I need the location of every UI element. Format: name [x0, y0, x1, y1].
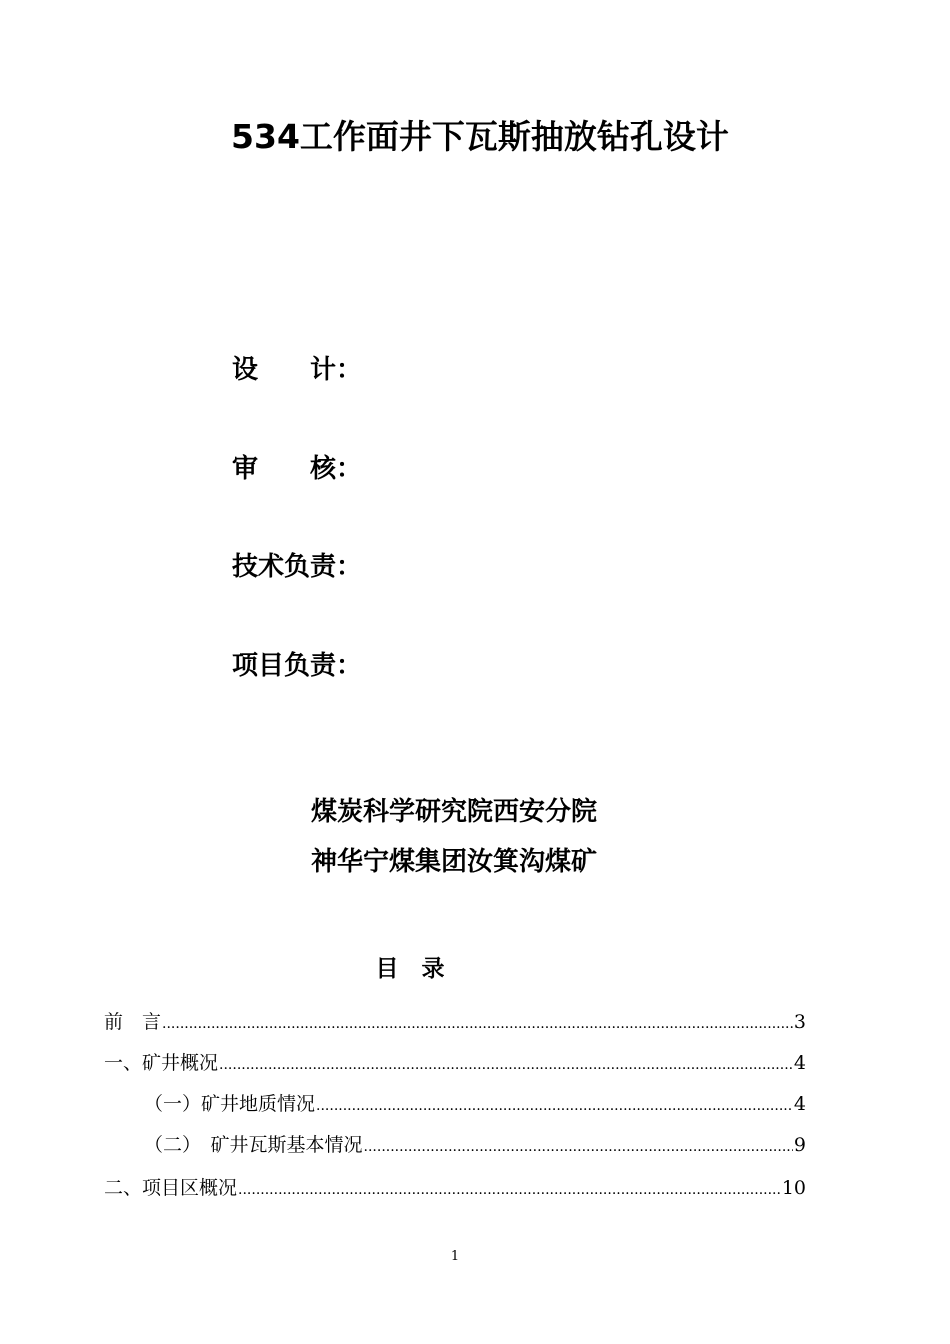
organization-1: 煤炭科学研究院西安分院: [310, 797, 597, 827]
toc-entry-label: （二） 矿井瓦斯基本情况: [144, 1134, 363, 1156]
toc-entry[interactable]: [104, 1008, 806, 1036]
toc-heading: 目 录: [375, 956, 445, 982]
toc-leader-dots: [162, 1010, 793, 1038]
toc-entry-page: 3: [793, 1011, 806, 1033]
toc-entry[interactable]: [104, 1049, 806, 1077]
design-field-label: 设 计：: [232, 355, 363, 385]
toc-entry[interactable]: [144, 1090, 806, 1118]
technical-lead-field-label: 技术负责：: [232, 552, 363, 582]
organization-2: 神华宁煤集团汝箕沟煤矿: [310, 847, 597, 877]
project-lead-field-label: 项目负责：: [232, 651, 363, 681]
toc-entry-page: 4: [793, 1052, 806, 1074]
toc-entry-page: 10: [781, 1177, 806, 1199]
page-number: 1: [450, 1249, 460, 1264]
toc-leader-dots: [238, 1176, 781, 1204]
toc-entry[interactable]: [144, 1131, 806, 1159]
toc-entry-label: 二、项目区概况: [104, 1177, 238, 1199]
toc-entry-page: 9: [793, 1134, 806, 1156]
document-title: 534工作面井下瓦斯抽放钻孔设计: [231, 117, 729, 156]
toc-leader-dots: [316, 1092, 793, 1120]
toc-leader-dots: [219, 1051, 793, 1079]
review-field-label: 审 核：: [232, 454, 363, 484]
toc-entry-label: （一）矿井地质情况: [144, 1093, 316, 1115]
toc-entry[interactable]: [104, 1174, 806, 1202]
toc-entry-label: 前 言: [104, 1011, 162, 1033]
toc-leader-dots: [364, 1133, 793, 1161]
toc-entry-page: 4: [793, 1093, 806, 1115]
toc-entry-label: 一、矿井概况: [104, 1052, 219, 1074]
